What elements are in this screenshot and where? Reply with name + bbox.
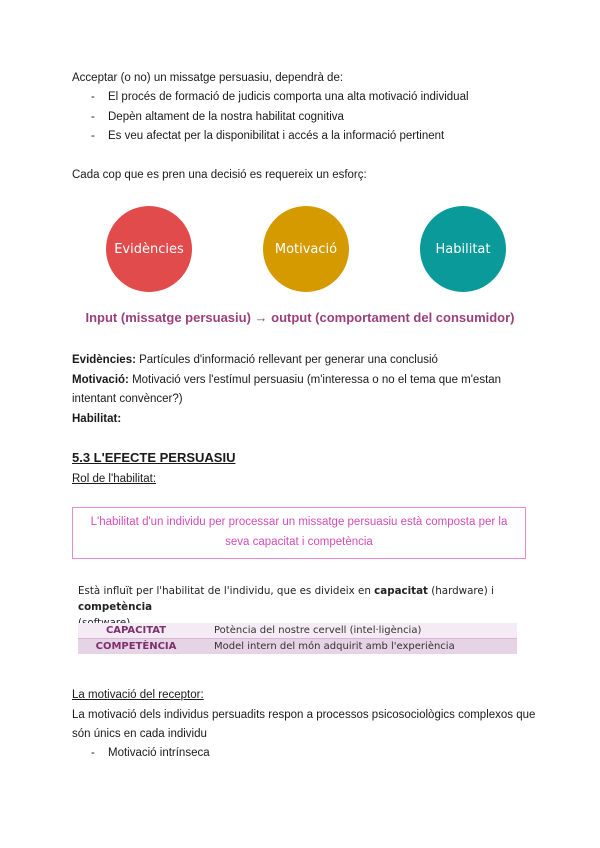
highlight-line: seva capacitat i competència [225,536,373,548]
table-key: CAPACITAT [105,625,167,636]
influence-competence: competència [78,601,153,613]
table-value: Potència del nostre cervell (intel·ligència) [214,625,422,636]
list-item: El procés de formació de judicis comporta una alta motivació individual [108,91,469,103]
motivation-heading: La motivació del receptor: [72,689,204,701]
list-item: Es veu afectat per la disponibilitat i accés a la informació pertinent [108,130,445,142]
definition-term: Motivació: [72,374,129,386]
list-dash: - [91,130,95,142]
highlight-line: L'habilitat d'un individu per processar un missatge persuasiu està composta per la [90,516,508,528]
input-output-line: Input (missatge persuasiu) → output (comportament del consumidor) [85,310,515,325]
definition-evidence [72,354,438,366]
motivation-circle [263,206,349,292]
definition-motivation-cont: intentant convèncer?) [72,393,183,405]
ability-circle-label: Habilitat [435,241,491,257]
table-key: COMPETÈNCIA [95,641,177,652]
table-value: Model intern del món adquirit amb l'experiència [214,641,455,652]
section-title: 5.3 L'EFECTE PERSUASIU [72,450,236,465]
influence-part: Està influït per l'habilitat de l'individu, que es divideix en [78,585,375,597]
ability-table [78,623,517,654]
list-dash: - [91,747,95,759]
table-row [78,623,517,639]
definition-text: Motivació vers l'estímul persuasiu (m'interessa o no el tema que m'estan [128,374,502,386]
definition-term: Habilitat: [72,413,122,425]
motivation-text: són únics en cada individu [72,728,207,740]
definition-ability [72,413,121,425]
motivation-text: La motivació dels individus persuadits respon a processos psicosociològics complexos que [72,709,536,721]
definition-motivation [72,374,501,386]
evidence-circle-label: Evidències [114,241,184,257]
evidence-circle [106,206,192,292]
highlight-box [72,507,526,559]
ability-circle [420,206,506,292]
list-dash: - [91,111,95,123]
list-item: Motivació intrínseca [108,747,210,759]
motivation-circle-label: Motivació [274,241,338,257]
influence-capacity: capacitat [374,585,428,597]
definition-text: Partícules d'informació rellevant per generar una conclusió [135,354,438,366]
list-item: Depèn altament de la nostra habilitat cognitiva [108,111,344,123]
intro-text: Acceptar (o no) un missatge persuasiu, dependrà de: [72,72,344,84]
definition-term: Evidències: [72,354,136,366]
influence-part: (hardware) i [427,585,494,597]
table-row [78,639,517,654]
section-subtitle: Rol de l'habilitat: [72,473,157,485]
list-dash: - [91,91,95,103]
effort-text: Cada cop que es pren una decisió es requereix un esforç: [72,169,367,181]
